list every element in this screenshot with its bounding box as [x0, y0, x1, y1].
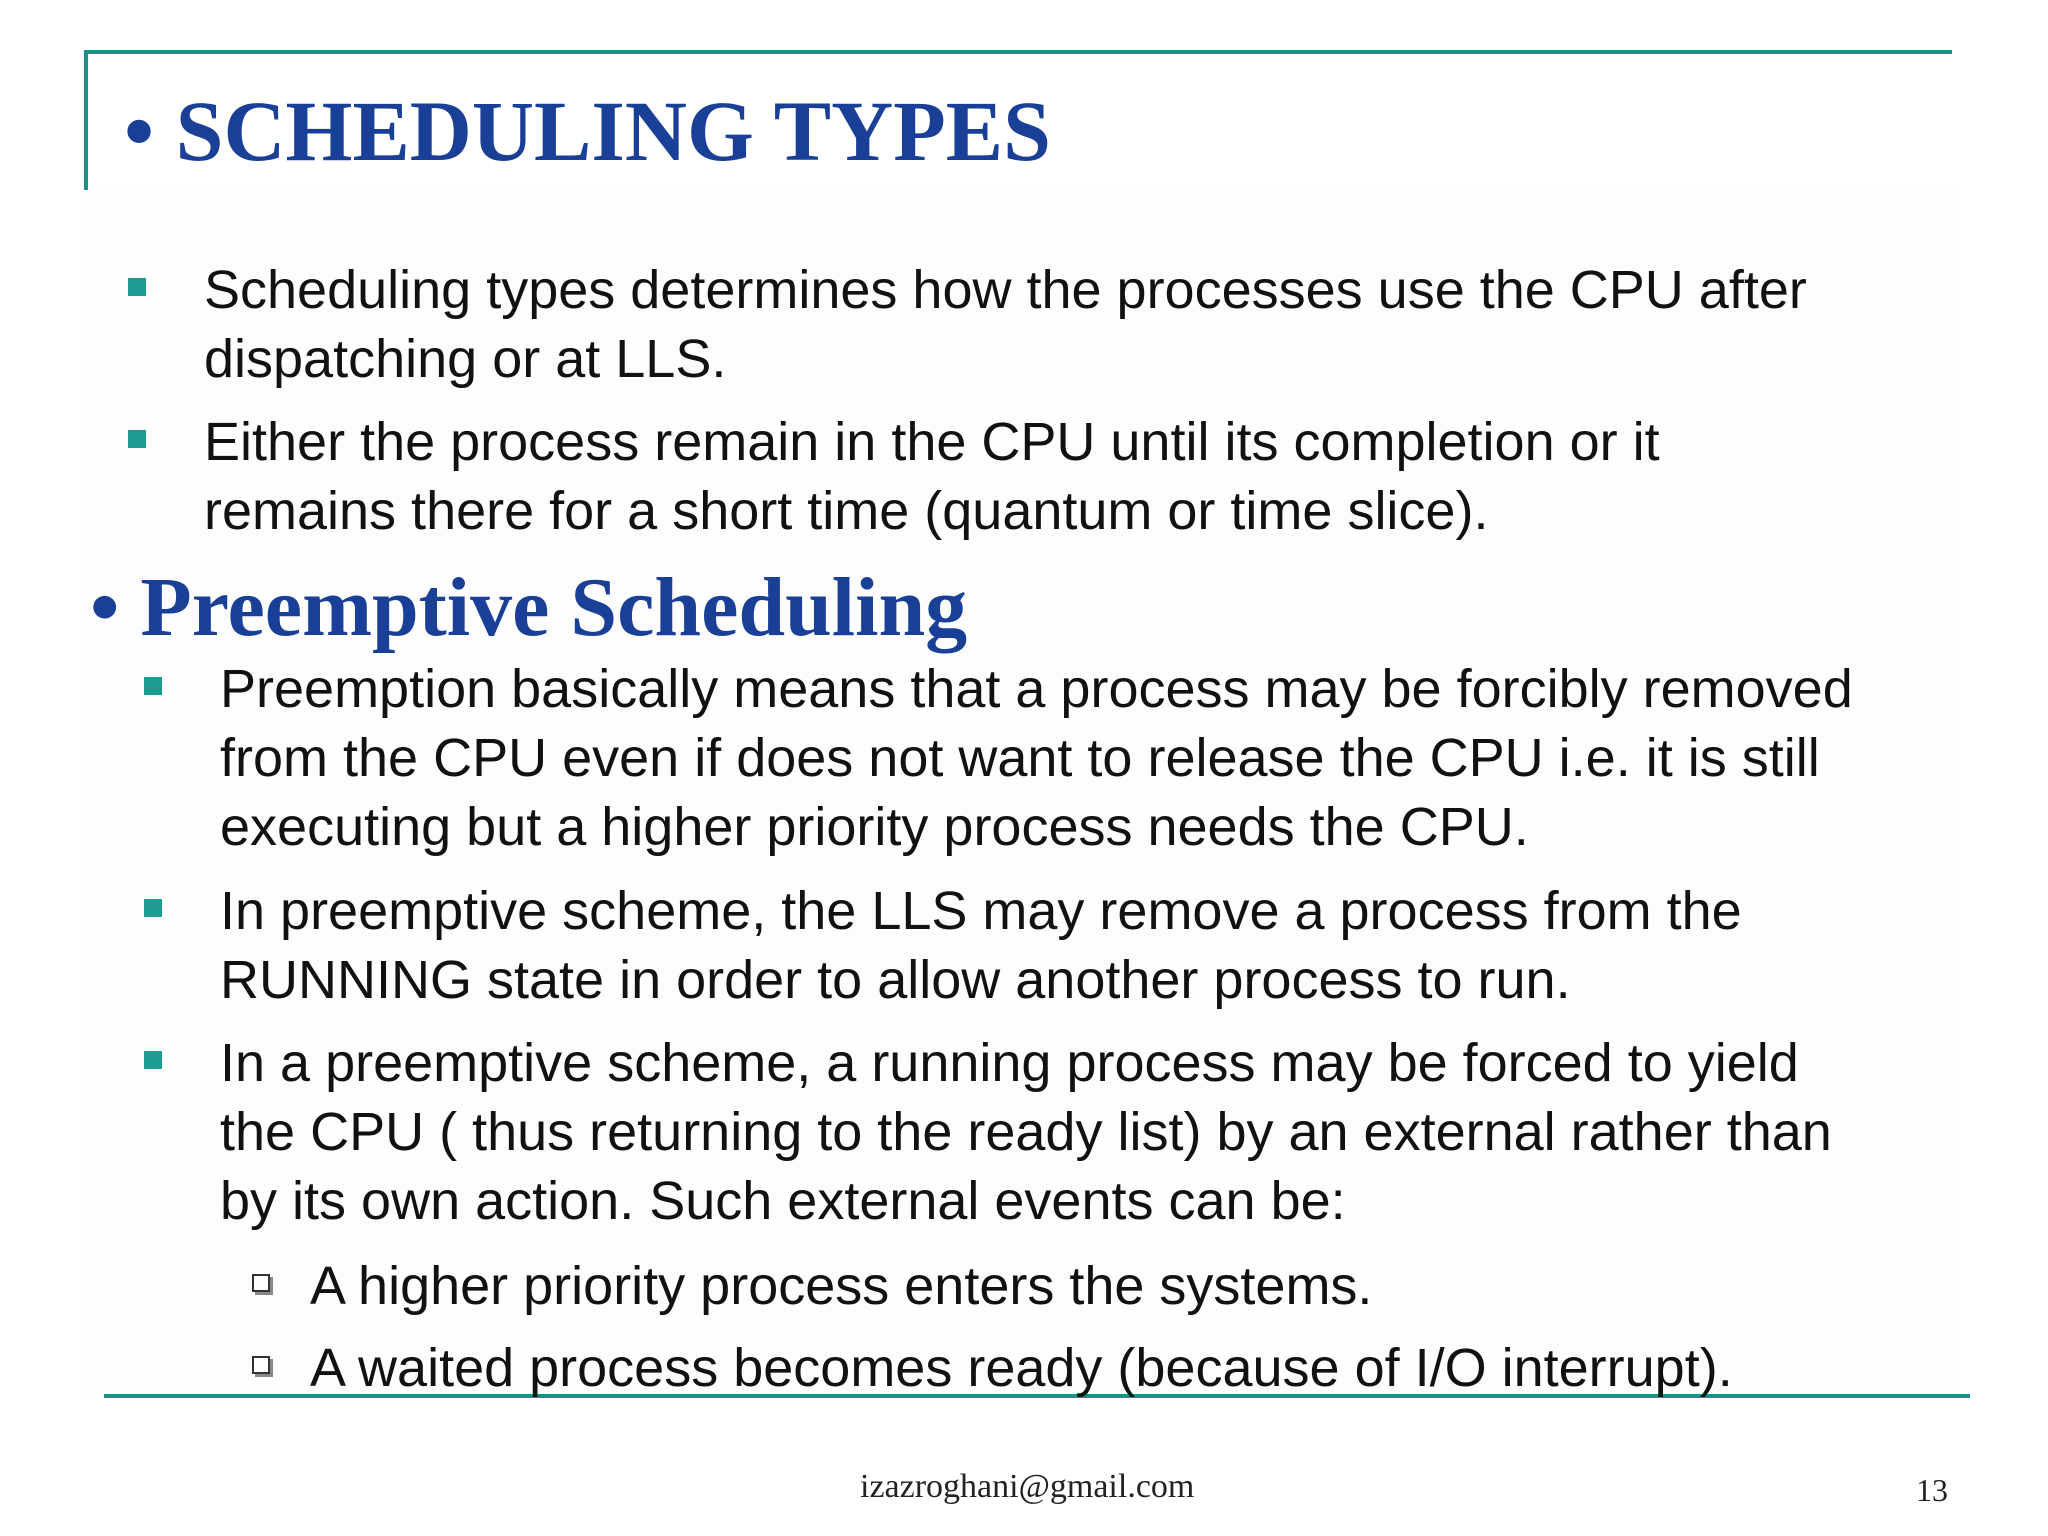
frame-left-rule: [84, 50, 88, 190]
title-bullet: •: [124, 83, 155, 179]
section-bullet: •: [90, 561, 120, 654]
hollow-square-bullet-icon: [252, 1274, 270, 1292]
bullet-line: executing but a higher priority process needs the CPU.: [220, 797, 1529, 857]
bullet-line: remains there for a short time (quantum or time slice).: [204, 481, 1489, 541]
section-title: [90, 561, 968, 654]
hollow-square-bullet-icon: [252, 1356, 270, 1374]
square-bullet-icon: [128, 278, 146, 296]
square-bullet-icon: [128, 430, 146, 448]
sub-bullet-text: A higher priority process enters the systems.: [310, 1256, 1373, 1316]
bullet-line: Preemption basically means that a process may be forcibly removed: [220, 659, 1853, 719]
frame-top-rule: [86, 50, 1952, 54]
bullet-line: Either the process remain in the CPU until its completion or it: [204, 412, 1660, 472]
square-bullet-icon: [144, 899, 162, 917]
slide-title-text: SCHEDULING TYPES: [175, 83, 1051, 179]
bullet-line: from the CPU even if does not want to release the CPU i.e. it is still: [220, 728, 1820, 788]
sub-bullet-text: A waited process becomes ready (because of I/O interrupt).: [310, 1338, 1733, 1398]
section-title-text: Preemptive Scheduling: [140, 561, 968, 654]
bullet-line: dispatching or at LLS.: [204, 329, 727, 389]
square-bullet-icon: [144, 677, 162, 695]
bullet-line: In a preemptive scheme, a running process may be forced to yield: [220, 1033, 1799, 1093]
page-number: 13: [1916, 1472, 1948, 1508]
slide-title: [124, 83, 1051, 179]
bullet-line: by its own action. Such external events can be:: [220, 1171, 1346, 1231]
bullet-line: Scheduling types determines how the processes use the CPU after: [204, 260, 1807, 320]
bullet-line: RUNNING state in order to allow another process to run.: [220, 950, 1571, 1010]
footer-email: izazroghani@gmail.com: [860, 1468, 1195, 1505]
bullet-line: In preemptive scheme, the LLS may remove a process from the: [220, 881, 1742, 941]
bullet-line: the CPU ( thus returning to the ready list) by an external rather than: [220, 1102, 1832, 1162]
square-bullet-icon: [144, 1051, 162, 1069]
